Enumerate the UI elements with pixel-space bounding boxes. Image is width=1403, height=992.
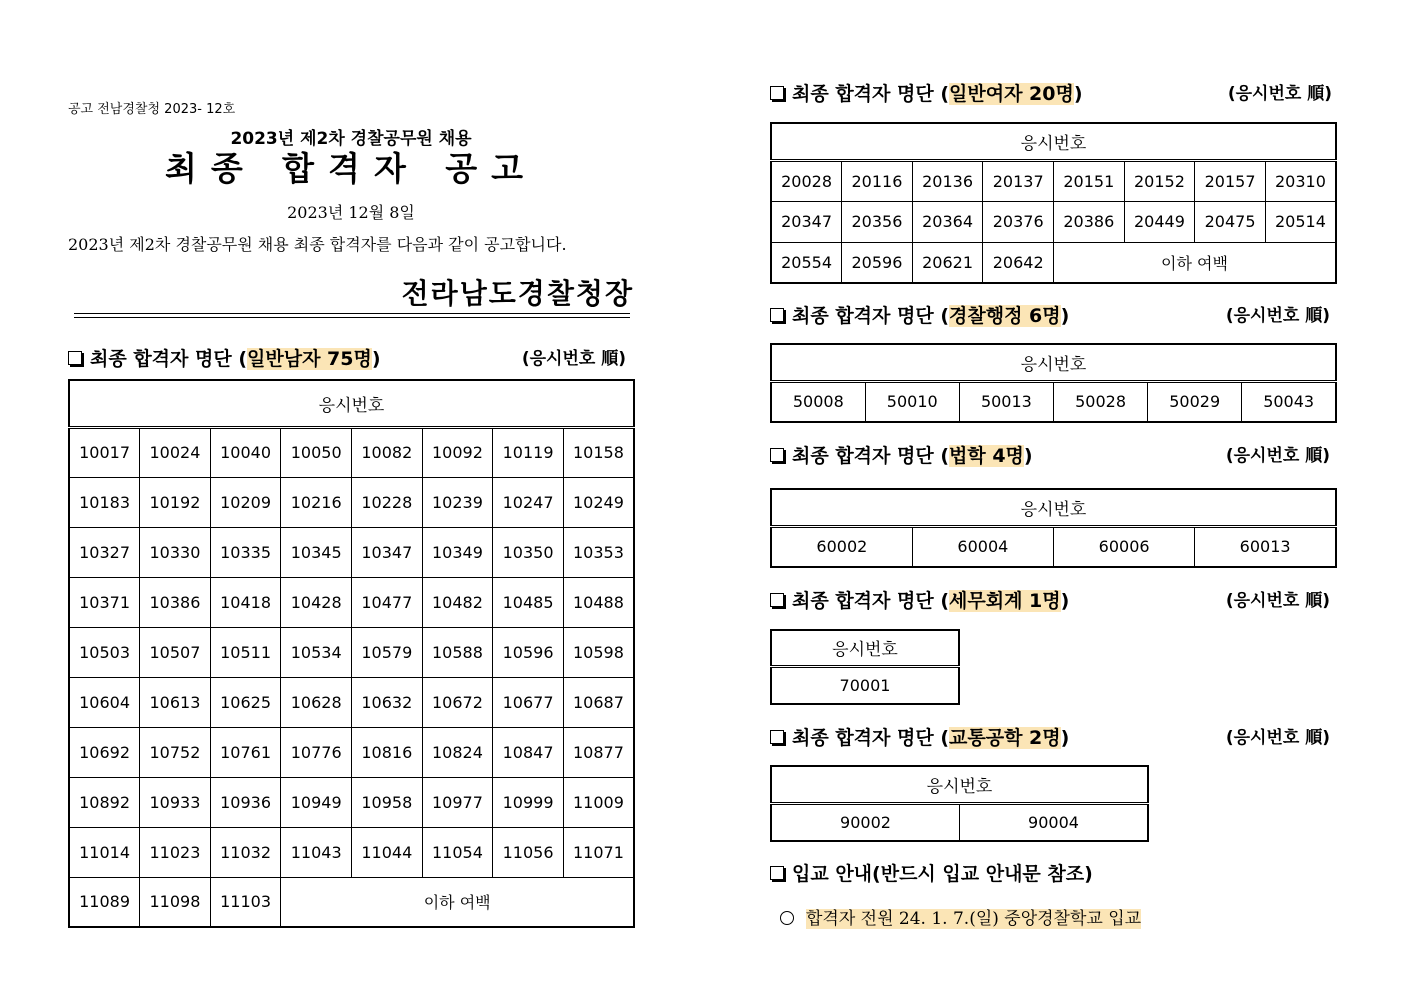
exam-number-cell: 20116 bbox=[842, 160, 913, 201]
exam-number-cell: 20514 bbox=[1265, 201, 1336, 242]
exam-number-cell: 10209 bbox=[210, 477, 281, 527]
exam-number-cell: 10687 bbox=[563, 677, 634, 727]
exam-number-cell: 20449 bbox=[1124, 201, 1195, 242]
heading-category: 교통공학 2명 bbox=[949, 727, 1061, 749]
table-row bbox=[771, 526, 1336, 567]
section-heading-police-admin bbox=[770, 303, 1330, 329]
exam-number-cell: 11009 bbox=[563, 777, 634, 827]
blank-remainder-cell: 이하 여백 bbox=[1054, 242, 1337, 283]
exam-number-cell: 10534 bbox=[281, 627, 352, 677]
exam-number-cell: 10933 bbox=[140, 777, 211, 827]
exam-number-cell: 20356 bbox=[842, 201, 913, 242]
exam-number-cell: 20137 bbox=[983, 160, 1054, 201]
exam-number-cell: 70001 bbox=[771, 666, 959, 704]
exam-number-cell: 10092 bbox=[422, 427, 493, 477]
exam-number-cell: 10082 bbox=[352, 427, 423, 477]
exam-number-cell: 10477 bbox=[352, 577, 423, 627]
section-heading-tax-accounting bbox=[770, 588, 1330, 614]
exam-number-cell: 10776 bbox=[281, 727, 352, 777]
exam-number-cell: 10816 bbox=[352, 727, 423, 777]
exam-number-cell: 10386 bbox=[140, 577, 211, 627]
table-row bbox=[69, 727, 634, 777]
heading-prefix: 최종 합격자 명단 ( bbox=[792, 305, 950, 327]
exam-number-cell: 10247 bbox=[493, 477, 564, 527]
exam-number-cell: 10824 bbox=[422, 727, 493, 777]
heading-category: 세무회계 1명 bbox=[949, 590, 1061, 612]
column-header: 응시번호 bbox=[771, 489, 1336, 526]
heading-suffix: ) bbox=[371, 348, 381, 370]
heading-prefix: 최종 합격자 명단 ( bbox=[90, 348, 248, 370]
exam-number-cell: 11023 bbox=[140, 827, 211, 877]
page-title: 최종 합격자 공고 bbox=[164, 149, 538, 188]
exam-number-cell: 20152 bbox=[1124, 160, 1195, 201]
table-law bbox=[770, 488, 1337, 568]
column-header: 응시번호 bbox=[771, 344, 1336, 381]
exam-number-cell: 20347 bbox=[771, 201, 842, 242]
heading-category: 법학 4명 bbox=[949, 445, 1024, 467]
exam-number-cell: 10847 bbox=[493, 727, 564, 777]
exam-number-cell: 90004 bbox=[960, 803, 1149, 841]
exam-number-cell: 50028 bbox=[1053, 381, 1147, 422]
checkbox-icon bbox=[770, 86, 784, 100]
table-row bbox=[771, 242, 1336, 283]
heading-suffix: ) bbox=[1023, 445, 1033, 467]
heading-category: 경찰행정 6명 bbox=[949, 305, 1061, 327]
exam-number-cell: 10625 bbox=[210, 677, 281, 727]
exam-number-cell: 20310 bbox=[1265, 160, 1336, 201]
notice-subtitle: 2023년 제2차 경찰공무원 채용 bbox=[230, 129, 472, 149]
exam-number-cell: 10119 bbox=[493, 427, 564, 477]
heading-category: 일반여자 20명 bbox=[949, 83, 1074, 105]
exam-number-cell: 10327 bbox=[69, 527, 140, 577]
exam-number-cell: 50010 bbox=[865, 381, 959, 422]
divider-line bbox=[74, 317, 630, 318]
notice-date: 2023년 12월 8일 bbox=[287, 203, 415, 222]
table-tax-accounting bbox=[770, 629, 960, 705]
table-row bbox=[69, 477, 634, 527]
checkbox-icon bbox=[68, 351, 82, 365]
exam-number-cell: 10353 bbox=[563, 527, 634, 577]
table-police-admin bbox=[770, 343, 1337, 423]
exam-number-cell: 11098 bbox=[140, 877, 211, 927]
exam-number-cell: 11044 bbox=[352, 827, 423, 877]
exam-number-cell: 20028 bbox=[771, 160, 842, 201]
exam-number-cell: 10503 bbox=[69, 627, 140, 677]
table-row bbox=[771, 803, 1148, 841]
exam-number-cell: 90002 bbox=[771, 803, 960, 841]
exam-number-cell: 10596 bbox=[493, 627, 564, 677]
exam-number-cell: 10428 bbox=[281, 577, 352, 627]
exam-number-cell: 10335 bbox=[210, 527, 281, 577]
exam-number-cell: 10511 bbox=[210, 627, 281, 677]
exam-number-cell: 10613 bbox=[140, 677, 211, 727]
exam-number-cell: 10350 bbox=[493, 527, 564, 577]
exam-number-cell: 10239 bbox=[422, 477, 493, 527]
sort-order-note: (응시번호 順) bbox=[1225, 306, 1330, 326]
heading-suffix: ) bbox=[1073, 83, 1083, 105]
exam-number-cell: 10216 bbox=[281, 477, 352, 527]
exam-number-cell: 10579 bbox=[352, 627, 423, 677]
table-row bbox=[69, 677, 634, 727]
table-traffic-eng bbox=[770, 765, 1149, 842]
checkbox-icon bbox=[770, 308, 784, 322]
exam-number-cell: 60013 bbox=[1195, 526, 1336, 567]
heading-prefix: 최종 합격자 명단 ( bbox=[792, 83, 950, 105]
exam-number-cell: 20642 bbox=[983, 242, 1054, 283]
exam-number-cell: 10507 bbox=[140, 627, 211, 677]
exam-number-cell: 20386 bbox=[1054, 201, 1125, 242]
column-header: 응시번호 bbox=[771, 630, 959, 666]
exam-number-cell: 10752 bbox=[140, 727, 211, 777]
table-general-male bbox=[68, 379, 635, 928]
exam-number-cell: 10692 bbox=[69, 727, 140, 777]
exam-number-cell: 20151 bbox=[1054, 160, 1125, 201]
exam-number-cell: 10628 bbox=[281, 677, 352, 727]
exam-number-cell: 11071 bbox=[563, 827, 634, 877]
exam-number-cell: 20376 bbox=[983, 201, 1054, 242]
exam-number-cell: 10949 bbox=[281, 777, 352, 827]
exam-number-cell: 60006 bbox=[1054, 526, 1195, 567]
exam-number-cell: 10024 bbox=[140, 427, 211, 477]
exam-number-cell: 10183 bbox=[69, 477, 140, 527]
exam-number-cell: 10485 bbox=[493, 577, 564, 627]
exam-number-cell: 10999 bbox=[493, 777, 564, 827]
column-header: 응시번호 bbox=[771, 766, 1148, 803]
notice-number: 공고 전남경찰청 2023- 12호 bbox=[68, 102, 236, 117]
exam-number-cell: 11056 bbox=[493, 827, 564, 877]
exam-number-cell: 10349 bbox=[422, 527, 493, 577]
notice-intro: 2023년 제2차 경찰공무원 채용 최종 합격자를 다음과 같이 공고합니다. bbox=[68, 235, 567, 254]
sort-order-note: (응시번호 順) bbox=[521, 349, 626, 369]
exam-number-cell: 11014 bbox=[69, 827, 140, 877]
table-row bbox=[771, 666, 959, 704]
exam-number-cell: 10192 bbox=[140, 477, 211, 527]
table-general-female bbox=[770, 122, 1337, 284]
heading-suffix: ) bbox=[1060, 590, 1070, 612]
exam-number-cell: 20554 bbox=[771, 242, 842, 283]
exam-number-cell: 50029 bbox=[1148, 381, 1242, 422]
exam-number-cell: 10488 bbox=[563, 577, 634, 627]
table-header-row bbox=[69, 380, 634, 427]
exam-number-cell: 10936 bbox=[210, 777, 281, 827]
exam-number-cell: 10877 bbox=[563, 727, 634, 777]
admission-title: 입교 안내(반드시 입교 안내문 참조) bbox=[792, 863, 1093, 885]
blank-remainder-cell: 이하 여백 bbox=[281, 877, 634, 927]
exam-number-cell: 60002 bbox=[771, 526, 912, 567]
exam-number-cell: 10345 bbox=[281, 527, 352, 577]
table-row bbox=[69, 527, 634, 577]
exam-number-cell: 11103 bbox=[210, 877, 281, 927]
table-row bbox=[69, 827, 634, 877]
exam-number-cell: 50008 bbox=[771, 381, 865, 422]
table-row bbox=[69, 627, 634, 677]
exam-number-cell: 10040 bbox=[210, 427, 281, 477]
exam-number-cell: 10418 bbox=[210, 577, 281, 627]
table-header-row bbox=[771, 123, 1336, 160]
table-row bbox=[771, 160, 1336, 201]
admission-item-text: 합격자 전원 24. 1. 7.(일) 중앙경찰학교 입교 bbox=[806, 909, 1142, 929]
exam-number-cell: 10330 bbox=[140, 527, 211, 577]
exam-number-cell: 20136 bbox=[912, 160, 983, 201]
exam-number-cell: 11032 bbox=[210, 827, 281, 877]
divider-line bbox=[74, 313, 630, 314]
admission-heading bbox=[770, 861, 1330, 887]
checkbox-icon bbox=[770, 730, 784, 744]
table-header-row bbox=[771, 630, 959, 666]
exam-number-cell: 60004 bbox=[912, 526, 1053, 567]
column-header: 응시번호 bbox=[771, 123, 1336, 160]
exam-number-cell: 20364 bbox=[912, 201, 983, 242]
exam-number-cell: 20157 bbox=[1195, 160, 1266, 201]
exam-number-cell: 10598 bbox=[563, 627, 634, 677]
heading-prefix: 최종 합격자 명단 ( bbox=[792, 727, 950, 749]
exam-number-cell: 11089 bbox=[69, 877, 140, 927]
heading-prefix: 최종 합격자 명단 ( bbox=[792, 590, 950, 612]
exam-number-cell: 20475 bbox=[1195, 201, 1266, 242]
table-header-row bbox=[771, 344, 1336, 381]
heading-prefix: 최종 합격자 명단 ( bbox=[792, 445, 950, 467]
table-row bbox=[771, 201, 1336, 242]
sort-order-note: (응시번호 順) bbox=[1225, 446, 1330, 466]
admission-item bbox=[780, 904, 1141, 929]
exam-number-cell: 10677 bbox=[493, 677, 564, 727]
exam-number-cell: 20596 bbox=[842, 242, 913, 283]
exam-number-cell: 10977 bbox=[422, 777, 493, 827]
exam-number-cell: 10371 bbox=[69, 577, 140, 627]
column-header: 응시번호 bbox=[69, 380, 634, 427]
exam-number-cell: 10158 bbox=[563, 427, 634, 477]
exam-number-cell: 50013 bbox=[959, 381, 1053, 422]
issuer-name: 전라남도경찰청장 bbox=[401, 277, 634, 310]
checkbox-icon bbox=[770, 593, 784, 607]
exam-number-cell: 10017 bbox=[69, 427, 140, 477]
checkbox-icon bbox=[770, 866, 784, 880]
table-header-row bbox=[771, 766, 1148, 803]
table-row bbox=[69, 427, 634, 477]
sort-order-note: (응시번호 順) bbox=[1227, 84, 1332, 104]
sort-order-note: (응시번호 順) bbox=[1225, 591, 1330, 611]
exam-number-cell: 10632 bbox=[352, 677, 423, 727]
exam-number-cell: 10228 bbox=[352, 477, 423, 527]
section-heading-general-male bbox=[68, 346, 626, 372]
table-header-row bbox=[771, 489, 1336, 526]
exam-number-cell: 10249 bbox=[563, 477, 634, 527]
checkbox-icon bbox=[770, 448, 784, 462]
exam-number-cell: 10604 bbox=[69, 677, 140, 727]
exam-number-cell: 10482 bbox=[422, 577, 493, 627]
heading-suffix: ) bbox=[1060, 727, 1070, 749]
section-heading-general-female bbox=[770, 81, 1332, 107]
exam-number-cell: 11043 bbox=[281, 827, 352, 877]
sort-order-note: (응시번호 順) bbox=[1225, 728, 1330, 748]
table-row bbox=[69, 877, 634, 927]
exam-number-cell: 10050 bbox=[281, 427, 352, 477]
exam-number-cell: 11054 bbox=[422, 827, 493, 877]
table-row bbox=[69, 777, 634, 827]
exam-number-cell: 10761 bbox=[210, 727, 281, 777]
heading-suffix: ) bbox=[1060, 305, 1070, 327]
section-heading-traffic-eng bbox=[770, 725, 1330, 751]
exam-number-cell: 10892 bbox=[69, 777, 140, 827]
table-row bbox=[771, 381, 1336, 422]
exam-number-cell: 10347 bbox=[352, 527, 423, 577]
heading-category: 일반남자 75명 bbox=[247, 348, 372, 370]
circle-bullet-icon bbox=[780, 911, 794, 925]
exam-number-cell: 10672 bbox=[422, 677, 493, 727]
table-row bbox=[69, 577, 634, 627]
exam-number-cell: 50043 bbox=[1242, 381, 1336, 422]
exam-number-cell: 20621 bbox=[912, 242, 983, 283]
exam-number-cell: 10958 bbox=[352, 777, 423, 827]
exam-number-cell: 10588 bbox=[422, 627, 493, 677]
section-heading-law bbox=[770, 443, 1330, 469]
